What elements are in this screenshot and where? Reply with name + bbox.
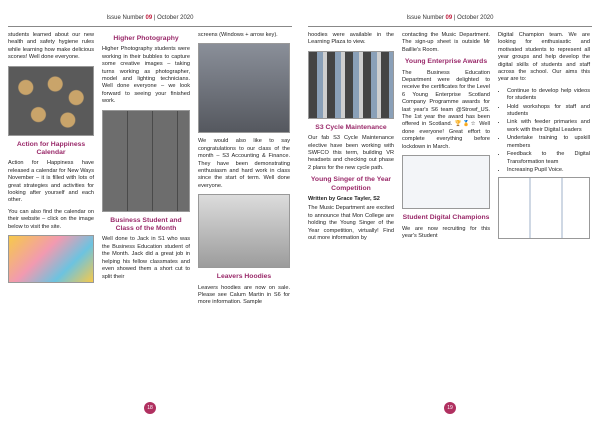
calendar-image[interactable] <box>8 235 94 283</box>
cycle-text: Our fab S3 Cycle Maintenance elective have been working with SWFCO this term, building VR headsets and checking out phase 2 plans for the new cycle path. <box>308 135 394 171</box>
page-number-left: 18 <box>144 402 156 414</box>
happiness-heading: Action for Happiness Calendar <box>16 140 86 157</box>
hoodies-heading: Leavers Hoodies <box>216 273 272 281</box>
list-item: • Hold workshops for staff and students <box>507 104 590 119</box>
singer-byline: Written by Grace Tayler, S2 <box>308 196 380 203</box>
left-column-3 <box>198 32 290 311</box>
left-column-1 <box>8 32 94 288</box>
congrats-text: We would also like to say congratulations to our class of the month – S3 Accounting & Finance. They have been demonstrating enthusiasm and hard work in class since the start of term. Well done everyone. <box>198 138 290 189</box>
hoodies-photo <box>198 194 290 268</box>
list-item: • Link with feeder primaries and work with their Digital Leaders <box>507 119 590 134</box>
business-text: Well done to Jack in S1 who was the Business Education student of the Month. Jack did a great job in helping his fellow classmates and even showed them a short cut to split their <box>102 236 190 280</box>
singer-text: The Music Department are excited to announce that Mon College are holding the Young Singer of the Year competition, virtually! Find out more information by <box>308 205 394 242</box>
digital-text: We are now recruiting for this year's Student <box>402 225 490 239</box>
cycle-heading: S3 Cycle Maintenance <box>315 123 387 131</box>
music-cont-text: contacting the Music Department. The sign-up sheet is outside Mr Baillie's Room. <box>402 32 490 53</box>
hoodie-rack-photo <box>308 51 394 119</box>
photography-collage <box>102 110 190 212</box>
hoodies-text: Leavers hoodies are now on sale. Please see Calum Martin in S6 for more information. Sample <box>198 284 290 306</box>
right-column-1 <box>308 32 394 247</box>
header-rule <box>8 26 292 27</box>
business-cont-text: screens (Windows + arrow key). <box>198 32 278 38</box>
aims-list <box>498 88 590 174</box>
digital-cont-text: Digital Champion team. We are looking for enthusiastic and motivated students to represent all year groups and help develop the digital skills of students and staff across the school. Our aims this year are to: <box>498 32 590 83</box>
business-heading: Business Student and Class of the Month <box>110 216 182 233</box>
list-item: • Increasing Pupil Voice. <box>507 167 590 174</box>
enterprise-heading: Young Enterprise Awards <box>404 58 488 66</box>
happiness-more-text: You can also find the calendar on their website – click on the image below to visit the site. <box>8 208 94 230</box>
left-column-2 <box>102 32 190 285</box>
list-item: • Undertake training to upskill members <box>507 135 590 150</box>
page-number-right: 19 <box>444 402 456 414</box>
right-column-2 <box>402 32 490 244</box>
issue-header-right: Issue Number 09 | October 2020 <box>406 15 494 21</box>
photography-heading: Higher Photography <box>113 35 179 42</box>
photography-text: Higher Photography students were working in their bubbles to capture some creative images – taking turns working as photographer, model and lighting technicians. Well done everyone – we look forward to seeing your finished work. <box>102 46 190 105</box>
happiness-text: Action for Happiness have released a calendar for New Ways November – it is filled with lots of great strategies and activities for looking after yourself and each other. <box>8 160 94 204</box>
tweet-embed[interactable] <box>402 155 490 209</box>
list-item: • Continue to develop help videos for students <box>507 88 590 103</box>
right-column-3 <box>498 32 590 244</box>
singer-heading: Young Singer of the Year Competition <box>310 176 392 192</box>
list-item: • Feedback to the Digital Transformation team <box>507 151 590 166</box>
scones-photo <box>8 66 94 136</box>
digital-heading: Student Digital Champions <box>402 214 490 222</box>
header-rule <box>308 26 592 27</box>
scones-text: students learned about our new health and safety hygiene rules while learning how make delicious scones! Well done everyone. <box>8 32 94 61</box>
enterprise-text: The Business Education Department were delighted to receive the certificates for the Level 6 Young Enterprise Scotland Company Programme awards for last year's S6 team @Strowf_US. The 1st year the award has been offered in Scotland. 🏆🏅☆ Well done everyone! Great effort to complete everything before lockdown in March. <box>402 69 490 150</box>
issue-header-left: Issue Number 09 | October 2020 <box>106 15 194 21</box>
digital-champions-grid <box>498 177 590 239</box>
right-page <box>300 0 600 424</box>
hoodies-cont-text: hoodies were available in the Learning Plaza to view. <box>308 32 394 46</box>
student-portrait <box>198 43 290 133</box>
